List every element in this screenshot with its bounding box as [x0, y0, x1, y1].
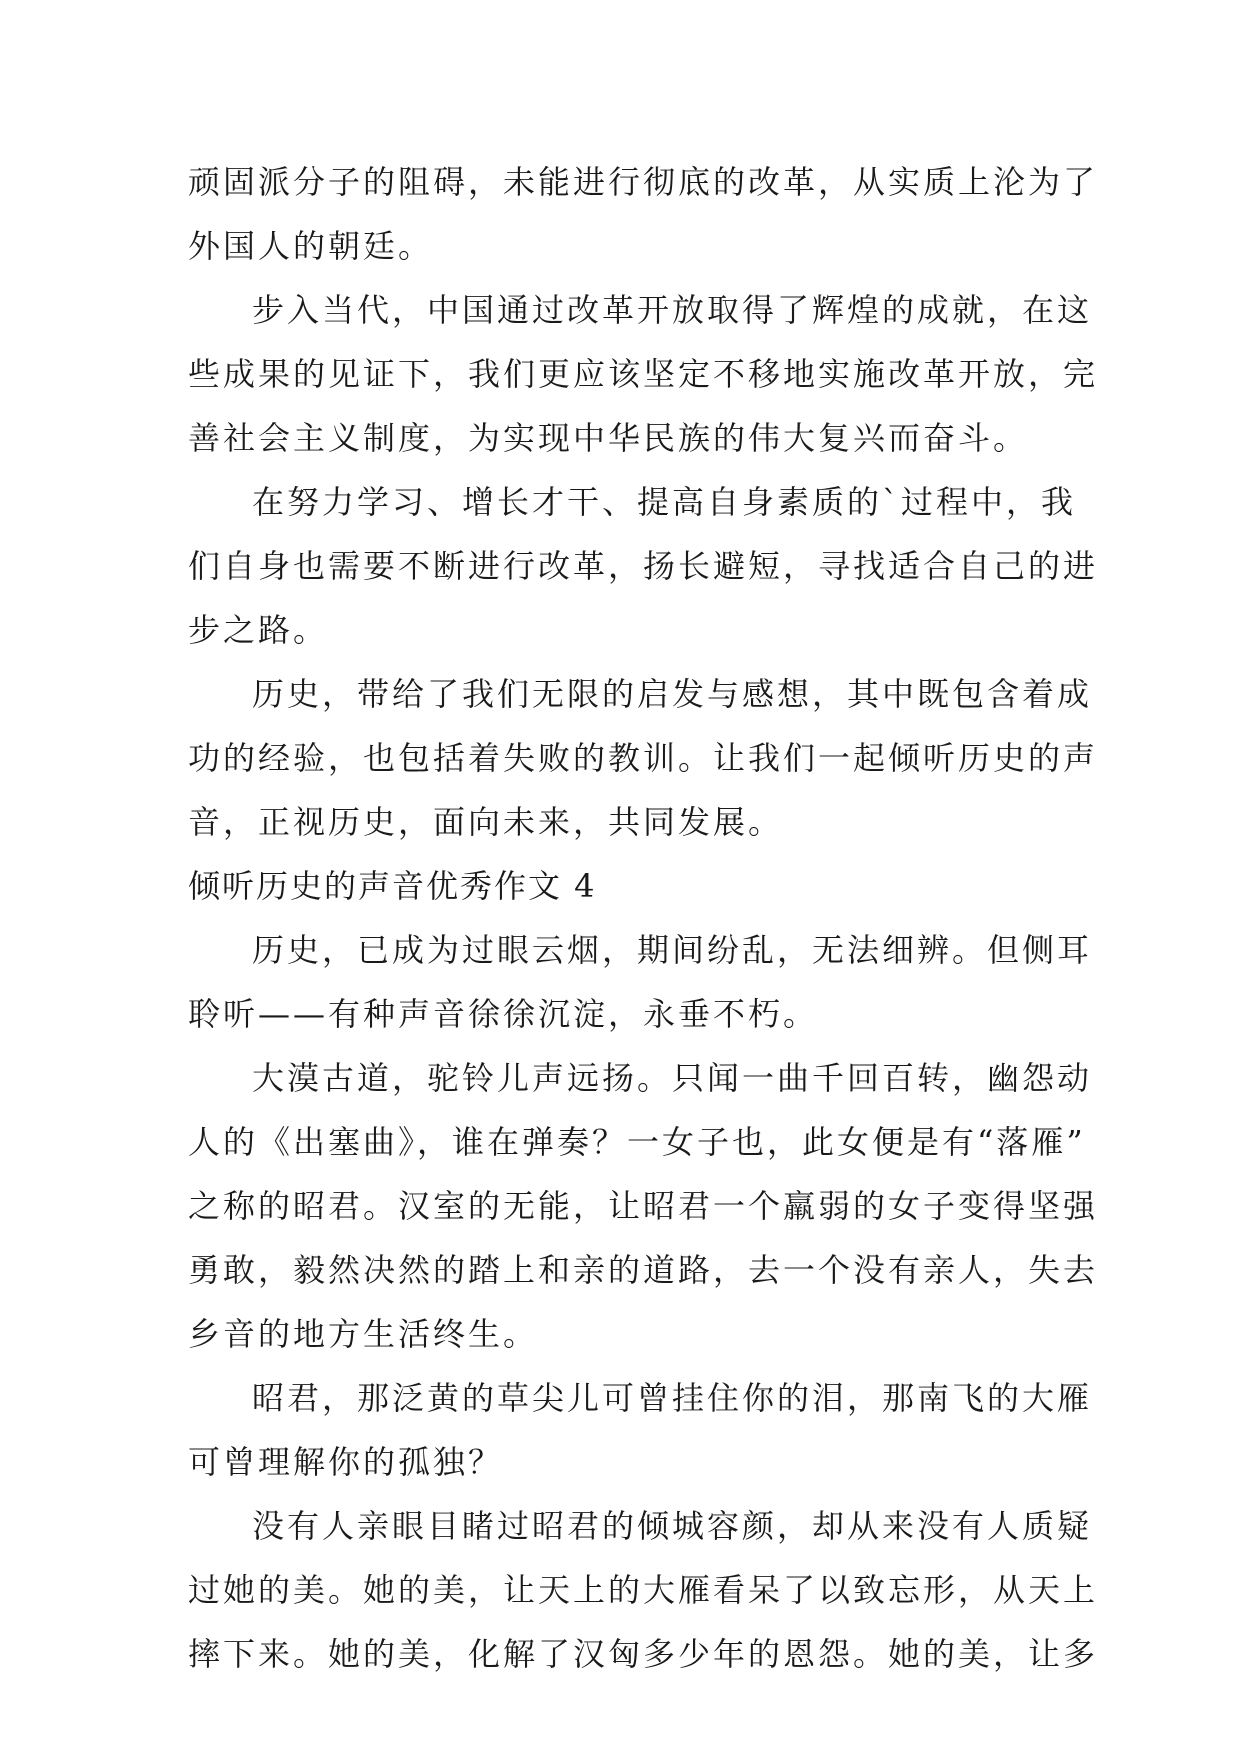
text-line: 善社会主义制度，为实现中华民族的伟大复兴而奋斗。	[188, 419, 1029, 457]
text-line: 顽固派分子的阻碍，未能进行彻底的改革，从实质上沦为了	[188, 163, 1099, 201]
text-line: 们自身也需要不断进行改革，扬长避短，寻找适合自己的进	[188, 547, 1099, 585]
text-line: 之称的昭君。汉室的无能，让昭君一个羸弱的女子变得坚强	[188, 1187, 1099, 1225]
paragraph-start-line: 没有人亲眼目睹过昭君的倾城容颜，却从来没有人质疑	[252, 1507, 1093, 1545]
text-line: 聆听——有种声音徐徐沉淀，永垂不朽。	[188, 995, 819, 1033]
text-line: 功的经验，也包括着失败的教训。让我们一起倾听历史的声	[188, 739, 1099, 777]
paragraph-start-line: 在努力学习、增长才干、提高自身素质的`过程中，我	[252, 483, 1077, 521]
paragraph-start-line: 大漠古道，驼铃儿声远扬。只闻一曲千回百转，幽怨动	[252, 1059, 1093, 1097]
text-line: 外国人的朝廷。	[188, 227, 434, 265]
text-line: 过她的美。她的美，让天上的大雁看呆了以致忘形，从天上	[188, 1571, 1099, 1609]
text-line: 勇敢，毅然决然的踏上和亲的道路，去一个没有亲人，失去	[188, 1251, 1099, 1289]
document-body	[188, 150, 1099, 1686]
text-line: 步之路。	[188, 611, 329, 649]
paragraph-start-line: 昭君，那泛黄的草尖儿可曾挂住你的泪，那南飞的大雁	[252, 1379, 1093, 1417]
text-line: 音，正视历史，面向未来，共同发展。	[188, 803, 784, 841]
paragraph-start-line: 历史，已成为过眼云烟，期间纷乱，无法细辨。但侧耳	[252, 931, 1093, 969]
text-line: 些成果的见证下，我们更应该坚定不移地实施改革开放，完	[188, 355, 1099, 393]
text-line: 乡音的地方生活终生。	[188, 1315, 539, 1353]
paragraph-start-line: 步入当代，中国通过改革开放取得了辉煌的成就，在这	[252, 291, 1093, 329]
section-heading: 倾听历史的声音优秀作文 4	[188, 867, 597, 905]
text-line: 摔下来。她的美，化解了汉匈多少年的恩怨。她的美，让多	[188, 1635, 1099, 1673]
text-line: 可曾理解你的孤独？	[188, 1443, 504, 1481]
paragraph-start-line: 历史，带给了我们无限的启发与感想，其中既包含着成	[252, 675, 1093, 713]
text-line: 人的《出塞曲》，谁在弹奏？一女子也，此女便是有“落雁”	[188, 1123, 1086, 1161]
